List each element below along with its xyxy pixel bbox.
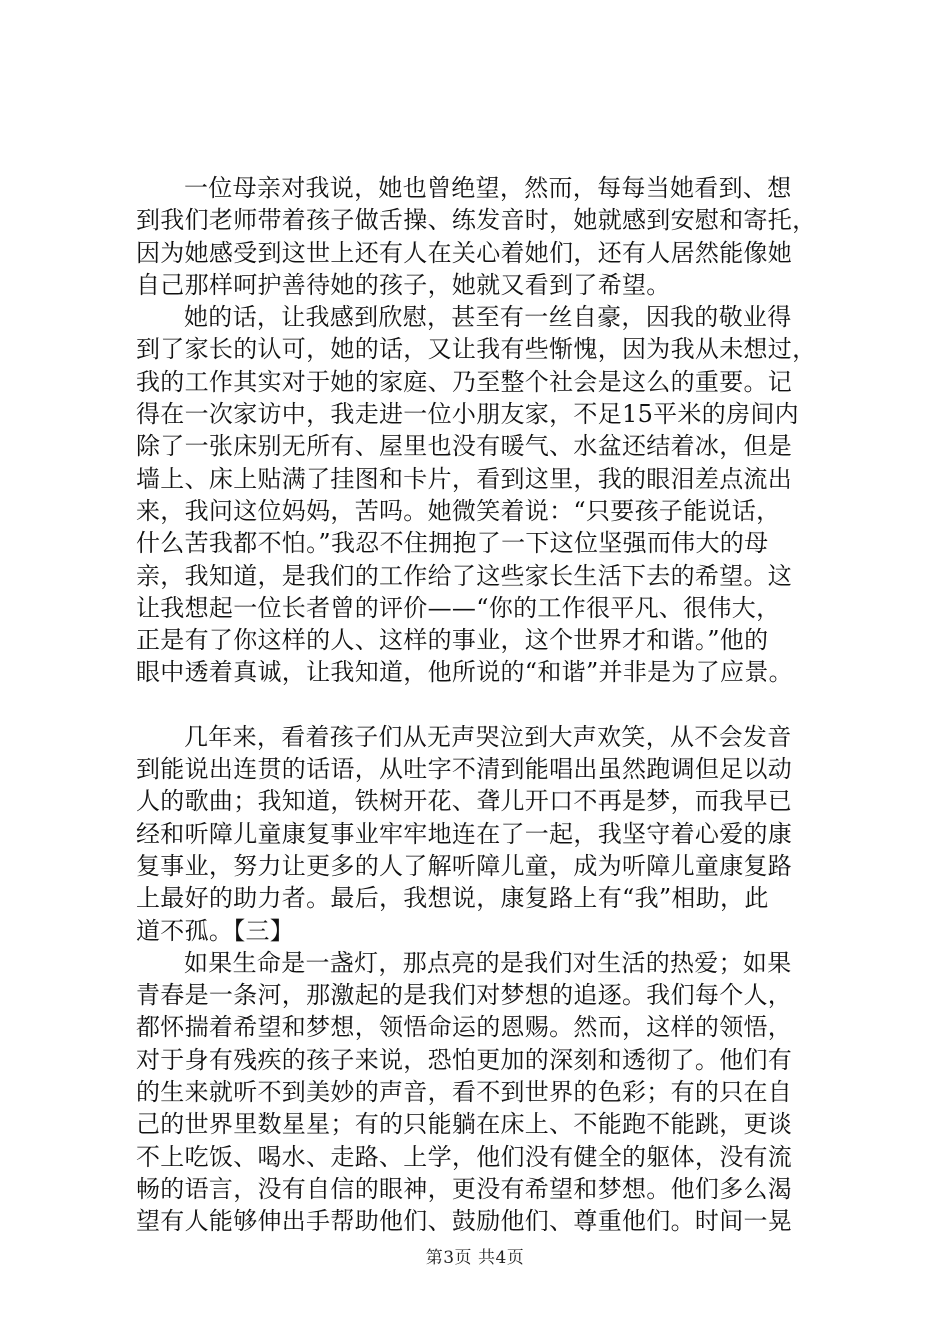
text-line: 不上吃饭、喝水、走路、上学，他们没有健全的躯体，没有流 xyxy=(136,1142,793,1171)
text-line: 到了家长的认可，她的话，又让我有些惭愧，因为我从未想过， xyxy=(136,335,817,364)
text-line: 除了一张床别无所有、屋里也没有暖气、水盆还结着冰，但是 xyxy=(136,432,793,461)
text-line: 得在一次家访中，我走进一位小朋友家，不足15平米的房间内 xyxy=(136,400,799,429)
text-line: 上最好的助力者。最后，我想说，康复路上有“我”相助，此 xyxy=(136,884,769,913)
text-line: 眼中透着真诚，让我知道，他所说的“和谐”并非是为了应景。 xyxy=(136,658,793,687)
text-line: 畅的语言，没有自信的眼神，更没有希望和梦想。他们多么渴 xyxy=(136,1174,793,1203)
text-line: 的生来就听不到美妙的声音，看不到世界的色彩；有的只在自 xyxy=(136,1078,793,1107)
text-line: 让我想起一位长者曾的评价——“你的工作很平凡、很伟大， xyxy=(136,593,781,622)
text-line: 如果生命是一盏灯，那点亮的是我们对生活的热爱；如果 xyxy=(184,948,792,977)
text-line: 都怀揣着希望和梦想，领悟命运的恩赐。然而，这样的领悟， xyxy=(136,1013,793,1042)
paragraph-mother-hope xyxy=(136,172,856,301)
paragraph-years-of-rehab xyxy=(136,721,856,947)
text-line: 经和听障儿童康复事业牢牢地连在了一起，我坚守着心爱的康 xyxy=(136,819,793,848)
text-line: 几年来，看着孩子们从无声哭泣到大声欢笑，从不会发音 xyxy=(184,722,792,751)
text-line: 到我们老师带着孩子做舌操、练发音时，她就感到安慰和寄托， xyxy=(136,206,817,235)
text-line: 什么苦我都不怕。”我忍不住拥抱了一下这位坚强而伟大的母 xyxy=(136,529,769,558)
text-line: 来，我问这位妈妈，苦吗。她微笑着说：“只要孩子能说话， xyxy=(136,496,781,525)
text-line: 亲，我知道，是我们的工作给了这些家长生活下去的希望。这 xyxy=(136,561,793,590)
text-line: 自己那样呵护善待她的孩子，她就又看到了希望。 xyxy=(136,270,671,299)
text-line: 因为她感受到这世上还有人在关心着她们，还有人居然能像她 xyxy=(136,238,793,267)
text-line: 望有人能够伸出手帮助他们、鼓励他们、尊重他们。时间一晃 xyxy=(136,1207,793,1236)
document-body xyxy=(136,172,856,1238)
text-line: 我的工作其实对于她的家庭、乃至整个社会是这么的重要。记 xyxy=(136,367,793,396)
text-line: 青春是一条河，那激起的是我们对梦想的追逐。我们每个人， xyxy=(136,981,793,1010)
text-line: 己的世界里数星星；有的只能躺在床上、不能跑不能跳，更谈 xyxy=(136,1110,793,1139)
text-line: 她的话，让我感到欣慰，甚至有一丝自豪，因我的敬业得 xyxy=(184,303,792,332)
text-line: 墙上、床上贴满了挂图和卡片，看到这里，我的眼泪差点流出 xyxy=(136,464,793,493)
text-line: 到能说出连贯的话语，从吐字不清到能唱出虽然跑调但足以动 xyxy=(136,755,793,784)
text-line: 一位母亲对我说，她也曾绝望，然而，每每当她看到、想 xyxy=(184,174,792,202)
paragraph-spacer xyxy=(136,689,856,721)
page-number-footer: 第3页 共4页 xyxy=(425,1248,525,1268)
text-line: 复事业，努力让更多的人了解听障儿童，成为听障儿童康复路 xyxy=(136,851,793,880)
paragraph-home-visit xyxy=(136,301,856,689)
text-line: 正是有了你这样的人、这样的事业，这个世界才和谐。”他的 xyxy=(136,626,769,655)
paragraph-life-is-a-lamp xyxy=(136,947,856,1238)
text-line: 对于身有残疾的孩子来说，恐怕更加的深刻和透彻了。他们有 xyxy=(136,1045,793,1074)
text-line: 人的歌曲；我知道，铁树开花、聋儿开口不再是梦，而我早已 xyxy=(136,787,793,816)
text-line: 道不孤。【三】 xyxy=(136,916,295,945)
